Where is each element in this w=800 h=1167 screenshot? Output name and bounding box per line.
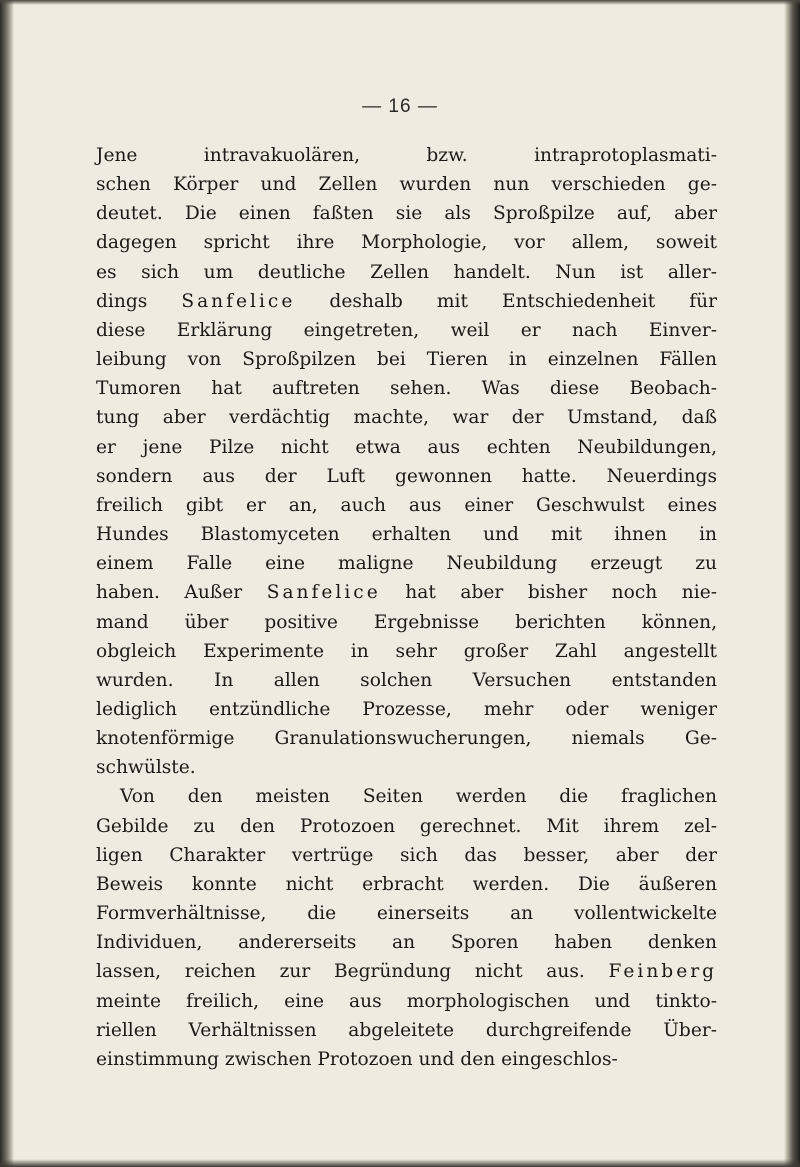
text-line bbox=[96, 287, 717, 316]
text-line: meinte freilich, eine aus morphologischen und tinkto- bbox=[96, 990, 717, 1012]
text-segment: hat aber bisher noch nie- bbox=[380, 582, 718, 604]
scan-edge-left bbox=[0, 0, 14, 1167]
text-line: Jene intravakuolären, bzw. intraprotoplasmati- bbox=[96, 145, 717, 166]
text-line: tung aber verdächtig machte, war der Umstand, daß bbox=[96, 407, 717, 429]
text-line: schwülste. bbox=[96, 757, 196, 779]
text-line: Von den meisten Seiten werden die fraglichen bbox=[120, 786, 717, 808]
text-line: deutet. Die einen faßten sie als Sproßpilze auf, aber bbox=[96, 203, 717, 225]
text-line: freilich gibt er an, auch aus einer Geschwulst eines bbox=[96, 494, 717, 516]
text-line: schen Körper und Zellen wurden nun verschieden ge- bbox=[96, 174, 717, 196]
author-name: Sanfelice bbox=[181, 290, 296, 312]
text-line: obgleich Experimente in sehr großer Zahl angestellt bbox=[96, 640, 717, 662]
text-line: diese Erklärung eingetreten, weil er nach Einver- bbox=[96, 319, 717, 341]
author-name: Feinberg bbox=[608, 961, 717, 983]
text-line: Individuen, andererseits an Sporen haben denken bbox=[96, 932, 717, 954]
text-line: es sich um deutliche Zellen handelt. Nun ist aller- bbox=[96, 261, 717, 283]
text-line: Formverhältnisse, die einerseits an vollentwickelte bbox=[96, 903, 717, 925]
text-line: er jene Pilze nicht etwa aus echten Neubildungen, bbox=[96, 436, 717, 458]
text-segment: haben. Außer bbox=[96, 582, 267, 604]
text-segment: dings bbox=[96, 290, 182, 312]
text-line: knotenförmige Granulationswucherungen, niemals Ge- bbox=[96, 728, 717, 750]
text-line: lediglich entzündliche Prozesse, mehr oder weniger bbox=[96, 698, 717, 720]
text-line: Gebilde zu den Protozoen gerechnet. Mit ihrem zel- bbox=[96, 815, 717, 837]
text-segment: lassen, reichen zur Begründung nicht aus. bbox=[96, 961, 609, 983]
page-number: — 16 — bbox=[362, 96, 438, 117]
scan-edge-right bbox=[784, 0, 800, 1167]
text-line: Tumoren hat auftreten sehen. Was diese Beobach- bbox=[96, 378, 717, 400]
text-line: Beweis konnte nicht erbracht werden. Die äußeren bbox=[96, 873, 717, 895]
text-line: sondern aus der Luft gewonnen hatte. Neuerdings bbox=[96, 465, 717, 487]
text-line bbox=[96, 578, 717, 607]
text-line: einem Falle eine maligne Neubildung erzeugt zu bbox=[96, 553, 717, 575]
text-line: dagegen spricht ihre Morphologie, vor allem, soweit bbox=[96, 232, 717, 254]
text-line: ligen Charakter vertrüge sich das besser, aber der bbox=[96, 844, 717, 866]
text-line: Hundes Blastomyceten erhalten und mit ihnen in bbox=[96, 524, 717, 546]
text-line: wurden. In allen solchen Versuchen entstanden bbox=[96, 669, 717, 691]
text-line bbox=[96, 957, 717, 986]
text-line: mand über positive Ergebnisse berichten können, bbox=[96, 611, 717, 633]
scan-edge-bottom bbox=[0, 1159, 800, 1167]
scan-edge-top bbox=[0, 0, 800, 5]
text-line: leibung von Sproßpilzen bei Tieren in einzelnen Fällen bbox=[96, 349, 717, 371]
text-line: einstimmung zwischen Protozoen und den eingeschlos- bbox=[96, 1048, 618, 1070]
text-segment: deshalb mit Entschiedenheit für bbox=[295, 290, 717, 312]
body-text bbox=[96, 141, 717, 1074]
text-line: riellen Verhältnissen abgeleitete durchgreifende Über- bbox=[96, 1019, 717, 1041]
author-name: Sanfelice bbox=[266, 582, 381, 604]
